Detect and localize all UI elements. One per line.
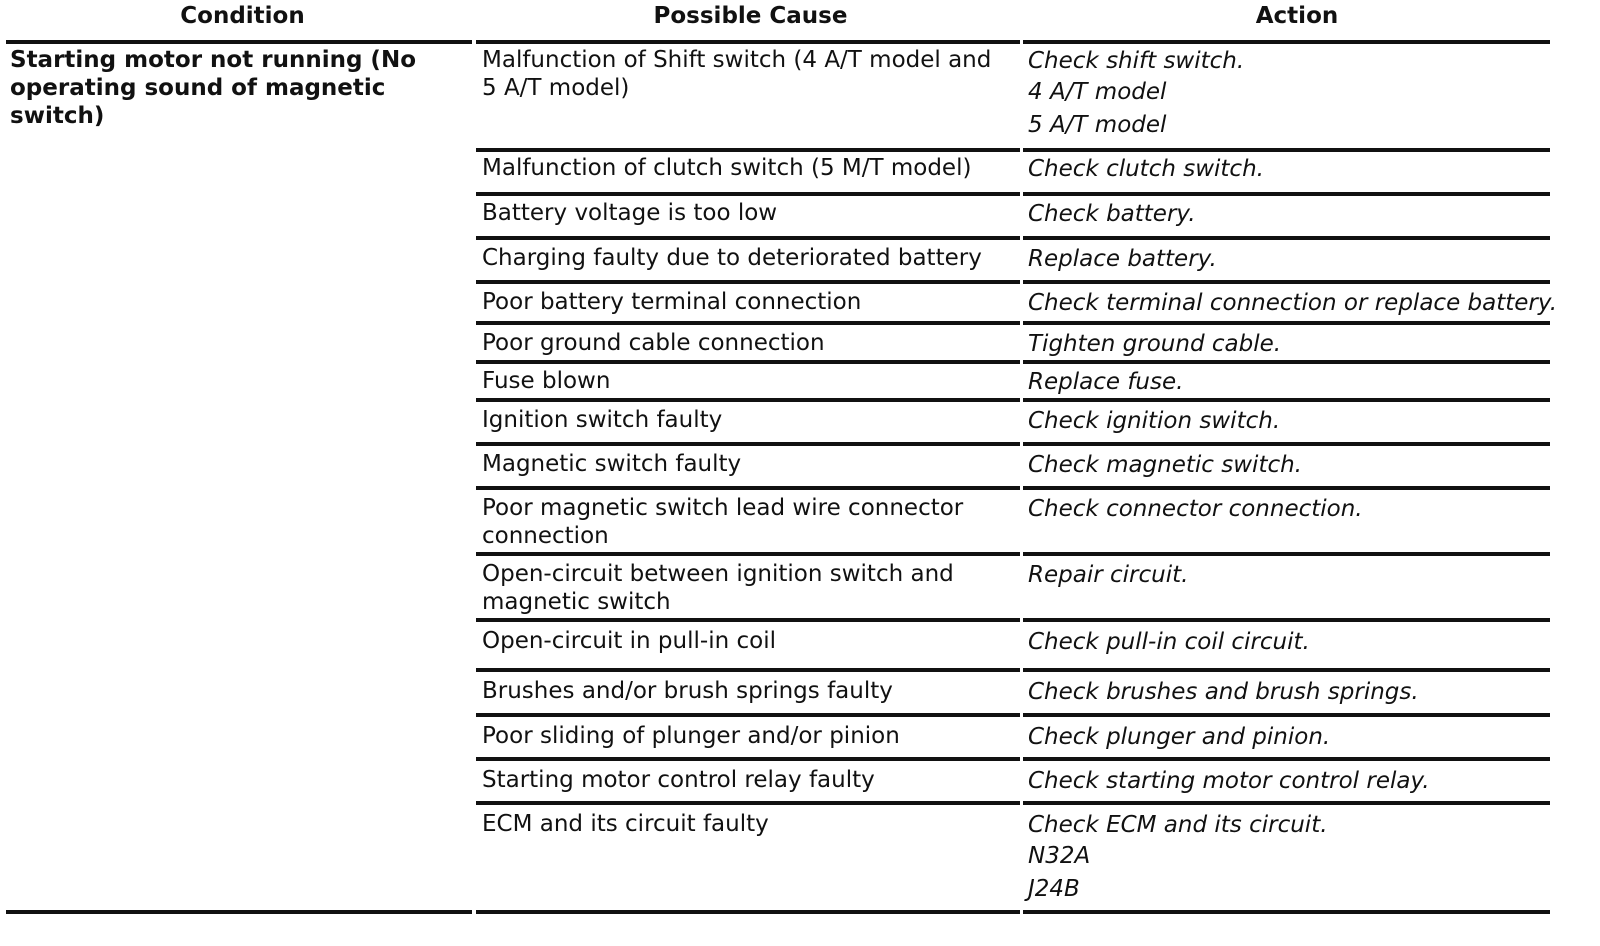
row-rule-action (1023, 236, 1550, 240)
action-text: Check connector connection. (1028, 496, 1363, 522)
action-cell (1028, 46, 1588, 142)
action-cell (1028, 367, 1588, 397)
action-text: Check ignition switch. (1028, 408, 1281, 434)
row-rule-cause (476, 360, 1020, 364)
action-cell (1028, 560, 1588, 590)
possible-cause-cell: Magnetic switch faulty (482, 451, 742, 477)
action-cell (1028, 450, 1588, 480)
action-cell (1028, 329, 1588, 359)
action-cell (1028, 627, 1588, 657)
action-text: Replace fuse. (1028, 369, 1184, 395)
possible-cause-cell: Battery voltage is too low (482, 200, 778, 226)
possible-cause-cell: Malfunction of clutch switch (5 M/T model) (482, 155, 972, 181)
header-condition: Condition (180, 3, 305, 29)
possible-cause-cell: Open-circuit in pull-in coil (482, 628, 776, 654)
header-possible-cause: Possible Cause (653, 3, 848, 29)
row-rule-action (1023, 398, 1550, 402)
action-cell (1028, 154, 1588, 184)
action-cell (1028, 677, 1588, 707)
possible-cause-cell: Starting motor control relay faulty (482, 767, 875, 793)
action-cell (1028, 810, 1588, 906)
row-rule-action (1023, 148, 1550, 152)
action-text: Check shift switch. (1028, 48, 1245, 74)
row-rule-action (1023, 192, 1550, 196)
possible-cause-cell: Poor battery terminal connection (482, 289, 862, 315)
row-rule-cause (476, 713, 1020, 717)
possible-cause-cell: Malfunction of Shift switch (4 A/T model and 5 A/T model) (482, 47, 992, 101)
action-reference-link[interactable]: N32A (1028, 843, 1091, 869)
row-rule-cause (476, 192, 1020, 196)
action-text: Check ECM and its circuit. (1028, 812, 1328, 838)
action-cell (1028, 766, 1588, 796)
row-rule-action (1023, 618, 1550, 622)
action-text: Check clutch switch. (1028, 156, 1264, 182)
row-rule-cause (476, 442, 1020, 446)
action-text: Check brushes and brush springs. (1028, 679, 1419, 705)
action-cell (1028, 199, 1588, 229)
row-rule-action (1023, 442, 1550, 446)
row-rule-action (1023, 321, 1550, 325)
bottom-rule-cause (476, 910, 1020, 914)
action-cell (1028, 494, 1588, 524)
action-reference-link[interactable]: J24B (1028, 876, 1080, 902)
header-action: Action (1255, 3, 1339, 29)
row-rule-action (1023, 801, 1550, 805)
action-text: Check terminal connection or replace battery. (1028, 290, 1557, 316)
header-rule-action (1023, 40, 1550, 44)
row-rule-cause (476, 618, 1020, 622)
row-rule-cause (476, 321, 1020, 325)
header-rule-cause (476, 40, 1020, 44)
row-rule-action (1023, 360, 1550, 364)
row-rule-cause (476, 552, 1020, 556)
action-text: Check starting motor control relay. (1028, 768, 1430, 794)
row-rule-action (1023, 486, 1550, 490)
possible-cause-cell: Poor ground cable connection (482, 330, 825, 356)
action-text: Check pull-in coil circuit. (1028, 629, 1310, 655)
row-rule-cause (476, 148, 1020, 152)
row-rule-cause (476, 668, 1020, 672)
action-text: Check magnetic switch. (1028, 452, 1302, 478)
possible-cause-cell: Poor magnetic switch lead wire connector connection (482, 495, 964, 549)
row-rule-action (1023, 713, 1550, 717)
action-text: Check plunger and pinion. (1028, 724, 1331, 750)
action-text: Tighten ground cable. (1028, 331, 1282, 357)
bottom-rule-condition (6, 910, 472, 914)
row-rule-cause (476, 398, 1020, 402)
action-reference-link[interactable]: 4 A/T model (1028, 79, 1167, 105)
row-rule-action (1023, 757, 1550, 761)
possible-cause-cell: Brushes and/or brush springs faulty (482, 678, 893, 704)
action-cell (1028, 406, 1588, 436)
possible-cause-cell: ECM and its circuit faulty (482, 811, 769, 837)
row-rule-action (1023, 280, 1550, 284)
possible-cause-cell: Fuse blown (482, 368, 611, 394)
action-cell (1028, 722, 1588, 752)
action-cell (1028, 244, 1588, 274)
possible-cause-cell: Ignition switch faulty (482, 407, 723, 433)
action-text: Replace battery. (1028, 246, 1217, 272)
possible-cause-cell: Charging faulty due to deteriorated battery (482, 245, 982, 271)
action-reference-link[interactable]: 5 A/T model (1028, 112, 1167, 138)
row-rule-action (1023, 552, 1550, 556)
row-rule-cause (476, 236, 1020, 240)
possible-cause-cell: Open-circuit between ignition switch and magnetic switch (482, 561, 954, 615)
condition-cell: Starting motor not running (No operating sound of magnetic switch) (10, 47, 416, 129)
row-rule-cause (476, 280, 1020, 284)
header-rule-condition (6, 40, 472, 44)
row-rule-cause (476, 801, 1020, 805)
action-cell (1028, 288, 1588, 318)
row-rule-action (1023, 668, 1550, 672)
bottom-rule-action (1023, 910, 1550, 914)
action-text: Repair circuit. (1028, 562, 1189, 588)
action-text: Check battery. (1028, 201, 1196, 227)
row-rule-cause (476, 486, 1020, 490)
row-rule-cause (476, 757, 1020, 761)
possible-cause-cell: Poor sliding of plunger and/or pinion (482, 723, 900, 749)
